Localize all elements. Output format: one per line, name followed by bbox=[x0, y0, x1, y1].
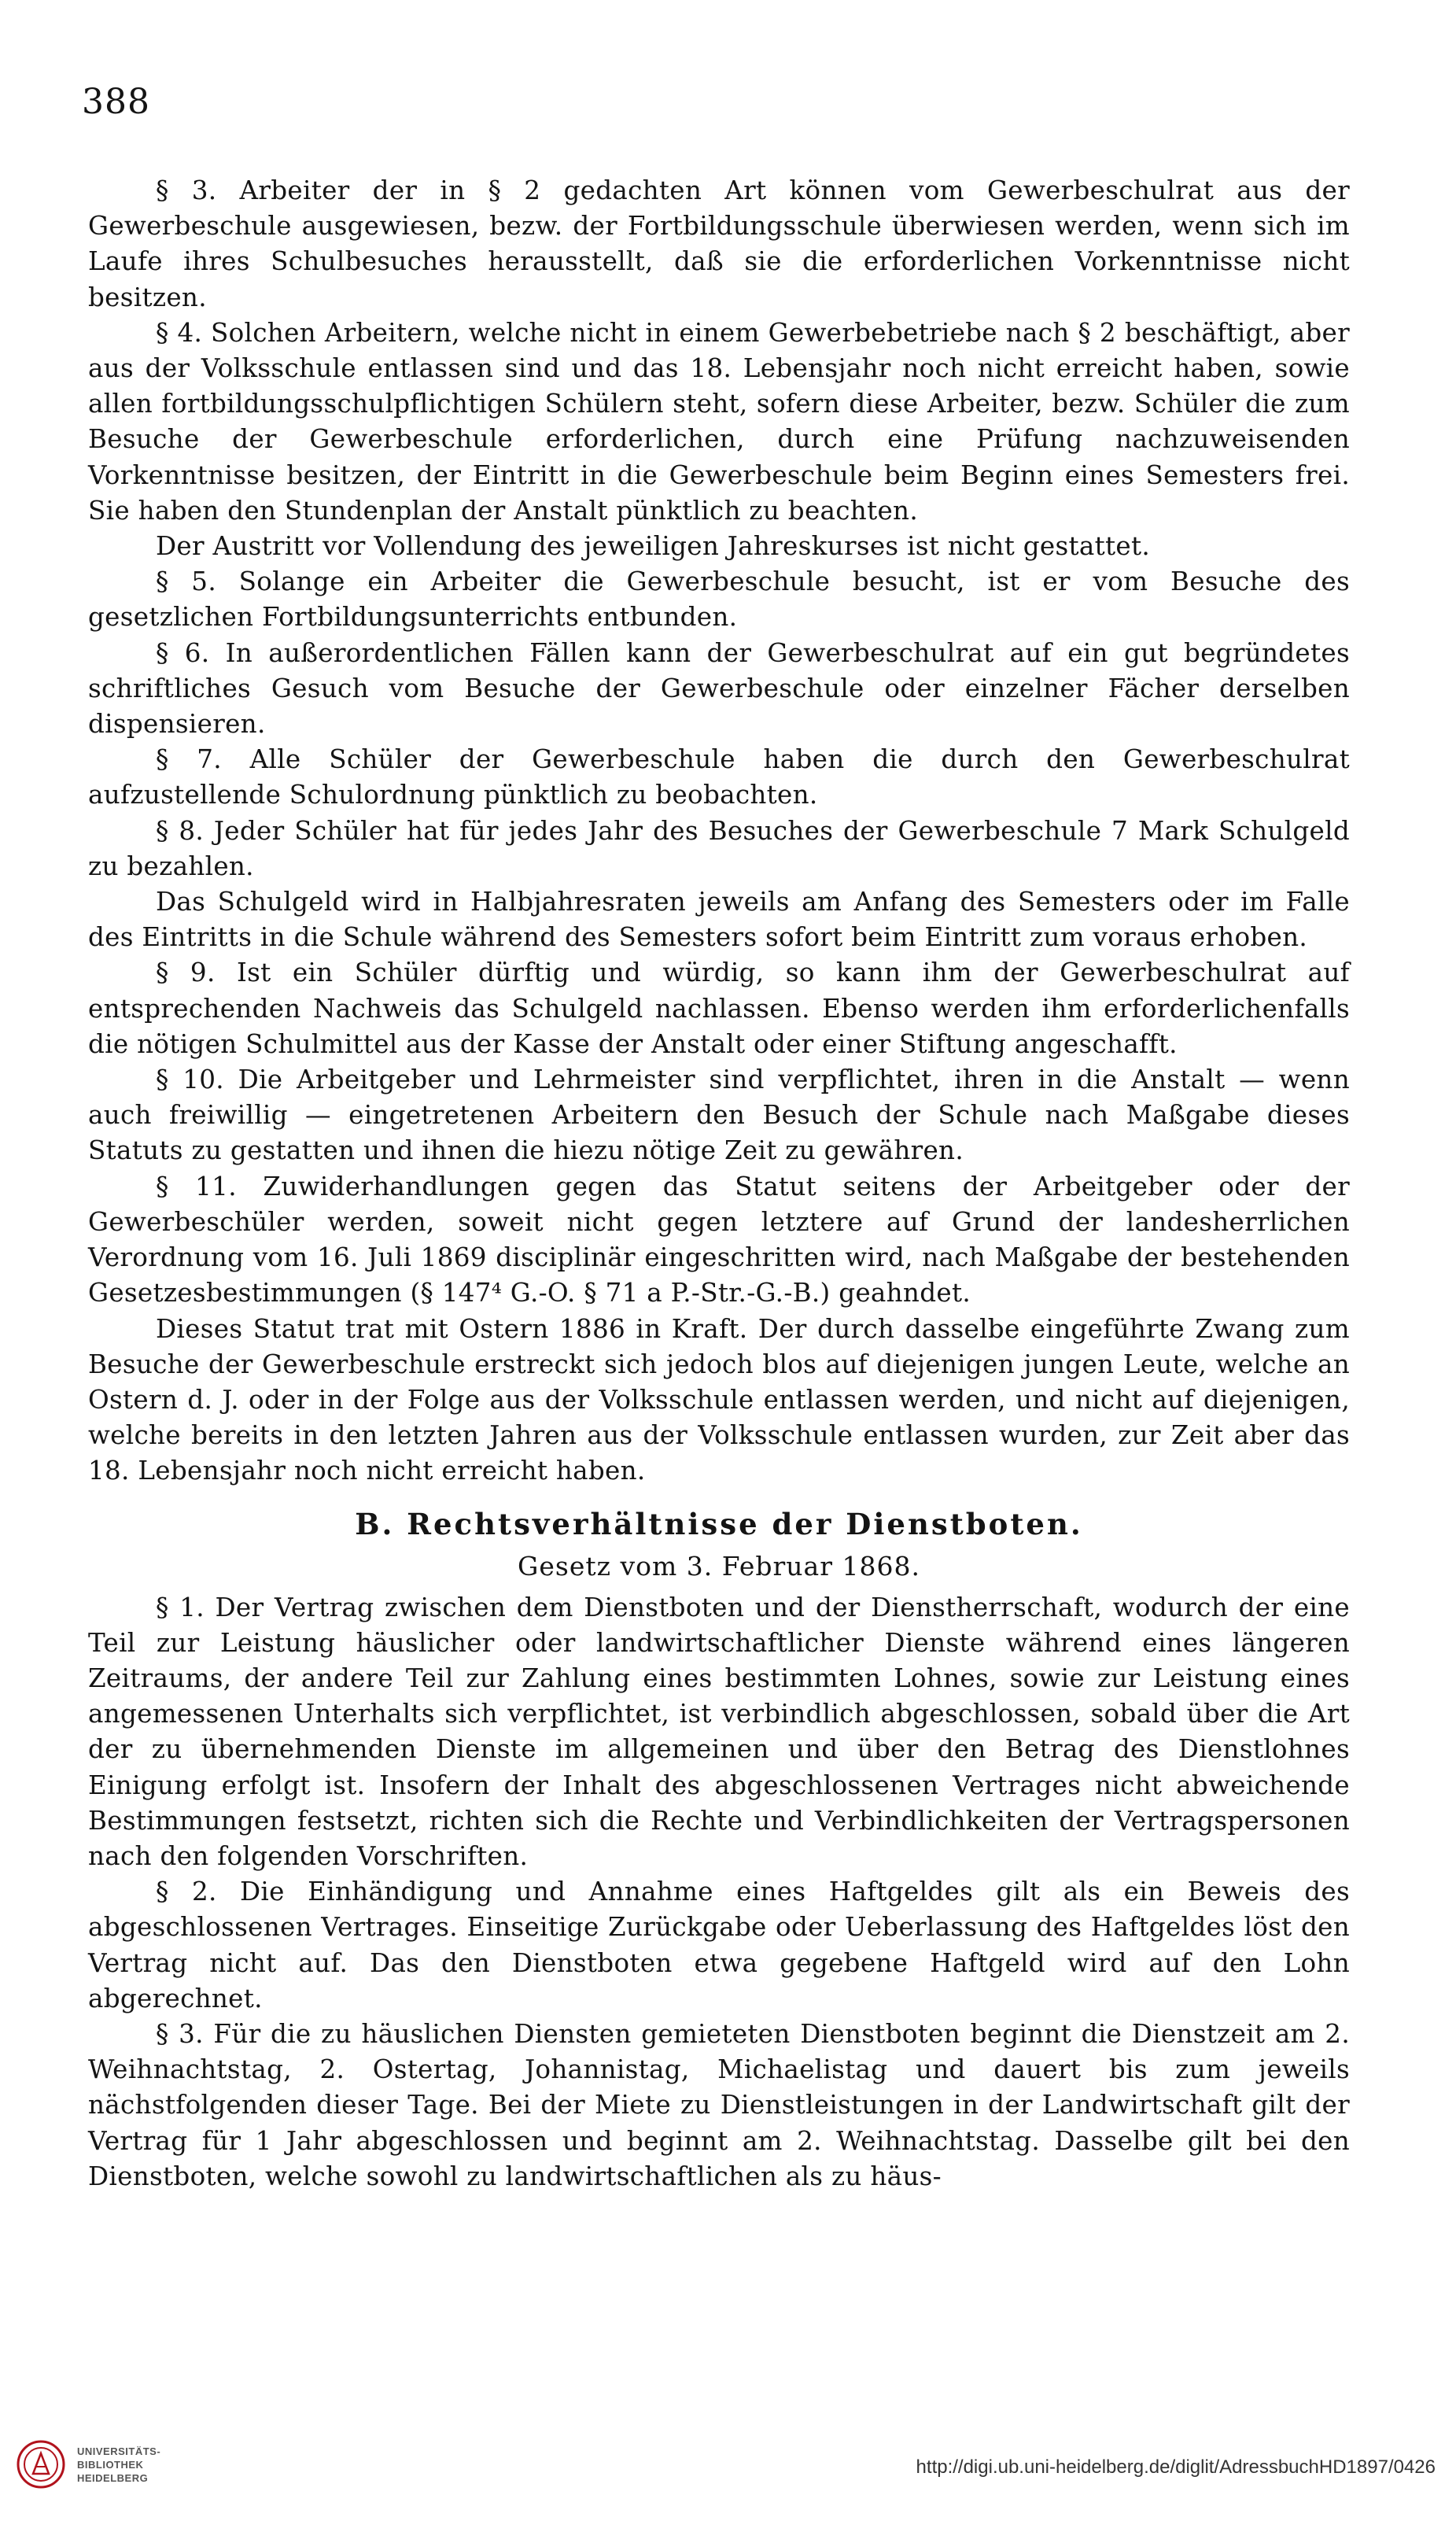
paragraph-law-section-2: § 2. Die Einhändigung und Annahme eines Haftgeldes gilt als ein Beweis des abgeschlossenen Vertrages. Einseitige Zurückgabe oder Ueberlassung des Haftgeldes löst den Vertrag nicht auf. Das den Dienstboten etwa gegebene Haftgeld wird auf den Lohn abgerechnet. bbox=[88, 1877, 1350, 2013]
paragraph-section-8-note: Das Schulgeld wird in Halbjahresraten jeweils am Anfang des Semesters oder im Falle des Eintritts in die Schule während des Semesters sofort beim Eintritt zum voraus erhoben. bbox=[88, 887, 1350, 953]
footer-bar bbox=[0, 2423, 1456, 2510]
paragraph-section-9: § 9. Ist ein Schüler dürftig und würdig, so kann ihm der Gewerbeschulrat auf entsprechenden Nachweis das Schulgeld nachlassen. Ebenso werden ihm erforderlichenfalls die nötigen Schulmittel aus der Kasse der Anstalt oder einer Stiftung angeschafft. bbox=[88, 958, 1350, 1059]
paragraph-section-11: § 11. Zuwiderhandlungen gegen das Statut seitens der Arbeitgeber oder der Gewerbeschüler werden, soweit nicht gegen letztere auf Grund der landesherrlichen Verordnung vom 16. Juli 1869 disciplinär eingeschritten wird, nach Maßgabe der bestehenden Gesetzesbestimmungen (§ 147⁴ G.-O. § 71 a P.-Str.-G.-B.) geahndet. bbox=[88, 1171, 1350, 1308]
paragraph-law-section-1: § 1. Der Vertrag zwischen dem Dienstboten und der Dienstherrschaft, wodurch der eine Teil zur Leistung häuslicher oder landwirtschaftlicher Dienste während eines längeren Zeitraums, der andere Teil zur Zahlung eines bestimmten Lohnes, sowie zur Leistung eines angemessenen Unterhalts sich verpflichtet, ist verbindlich abgeschlossen, sobald über die Art der zu übernehmenden Dienste im allgemeinen und über den Betrag des Dienstlohnes Einigung erfolgt ist. Insofern der Inhalt des abgeschlossenen Vertrages nicht abweichende Bestimmungen festsetzt, richten sich die Rechte und Verbindlichkeiten der Vertragspersonen nach den folgenden Vorschriften. bbox=[88, 1592, 1350, 1871]
source-url-link[interactable]: http://digi.ub.uni-heidelberg.de/diglit/AdressbuchHD1897/0426 bbox=[916, 2456, 1436, 2478]
page-body bbox=[88, 173, 1350, 2194]
paragraph-section-7: § 7. Alle Schüler der Gewerbeschule haben die durch den Gewerbeschulrat aufzustellende Schulordnung pünktlich zu beobachten. bbox=[88, 744, 1350, 810]
library-seal-icon bbox=[16, 2439, 66, 2490]
library-name-line: HEIDELBERG bbox=[77, 2471, 149, 2484]
library-logo bbox=[16, 2439, 160, 2490]
paragraph-section-8: § 8. Jeder Schüler hat für jedes Jahr des Besuches der Gewerbeschule 7 Mark Schulgeld zu bezahlen. bbox=[88, 815, 1350, 881]
paragraph-section-6: § 6. In außerordentlichen Fällen kann der Gewerbeschulrat auf ein gut begründetes schriftliches Gesuch vom Besuche der Gewerbeschule oder einzelner Fächer derselben dispensieren. bbox=[88, 637, 1350, 740]
library-name-line: BIBLIOTHEK bbox=[77, 2458, 144, 2471]
paragraph-section-10: § 10. Die Arbeitgeber und Lehrmeister sind verpflichtet, ihren in die Anstalt — wenn auch freiwillig — eingetretenen Arbeitern den Besuch der Schule nach Maßgabe dieses Statuts zu gestatten und ihnen die hiezu nötige Zeit zu gewähren. bbox=[88, 1065, 1350, 1166]
paragraph-statute-note: Dieses Statut trat mit Ostern 1886 in Kraft. Der durch dasselbe eingeführte Zwang zum Besuche der Gewerbeschule erstreckt sich jedoch blos auf diejenigen jungen Leute, welche an Ostern d. J. oder in der Folge aus der Volksschule entlassen werden, und nicht auf diejenigen, welche bereits in den letzten Jahren aus der Volksschule entlassen wurden, zur Zeit aber das 18. Lebensjahr noch nicht erreicht haben. bbox=[88, 1313, 1350, 1486]
paragraph-section-3: § 3. Arbeiter der in § 2 gedachten Art können vom Gewerbeschulrat aus der Gewerbeschule ausgewiesen, bezw. der Fortbildungsschule überwiesen werden, wenn sich im Laufe ihres Schulbesuches herausstellt, daß sie die erforderlichen Vorkenntnisse nicht besitzen. bbox=[88, 175, 1350, 312]
paragraph-section-4: § 4. Solchen Arbeitern, welche nicht in einem Gewerbebetriebe nach § 2 beschäftigt, aber aus der Volksschule entlassen sind und das 18. Lebensjahr noch nicht erreicht haben, sowie allen fortbildungsschulpflichtigen Schülern steht, sofern diese Arbeiter, bezw. Schüler die zum Besuche der Gewerbeschule erforderlichen, durch eine Prüfung nachzuweisenden Vorkenntnisse besitzen, der Eintritt in die Gewerbeschule beim Beginn eines Semesters frei. Sie haben den Stundenplan der Anstalt pünktlich zu beachten. bbox=[88, 317, 1350, 526]
paragraph-law-section-3: § 3. Für die zu häuslichen Diensten gemieteten Dienstboten beginnt die Dienstzeit am 2. Weihnachtstag, 2. Ostertag, Johannistag, Michaelistag und dauert bis zum jeweils nächstfolgenden dieser Tage. Bei der Miete zu Dienstleistungen in der Landwirtschaft gilt der Vertrag für 1 Jahr abgeschlossen und beginnt am 2. Weihnachtstag. Dasselbe gilt bei den Dienstboten, welche sowohl zu landwirtschaftlichen als zu häus- bbox=[88, 2018, 1350, 2191]
library-name bbox=[77, 2445, 160, 2485]
section-subheading: Gesetz vom 3. Februar 1868. bbox=[518, 1550, 920, 1582]
section-heading: B. Rechtsverhältnisse der Dienstboten. bbox=[355, 1506, 1083, 1541]
paragraph-section-5: § 5. Solange ein Arbeiter die Gewerbeschule besucht, ist er vom Besuche des gesetzlichen Fortbildungsunterrichts entbunden. bbox=[88, 567, 1350, 633]
page-number: 388 bbox=[82, 82, 150, 122]
library-name-line: UNIVERSITÄTS- bbox=[77, 2445, 161, 2457]
paragraph-section-4-note: Der Austritt vor Vollendung des jeweiligen Jahreskurses ist nicht gestattet. bbox=[156, 531, 1151, 562]
